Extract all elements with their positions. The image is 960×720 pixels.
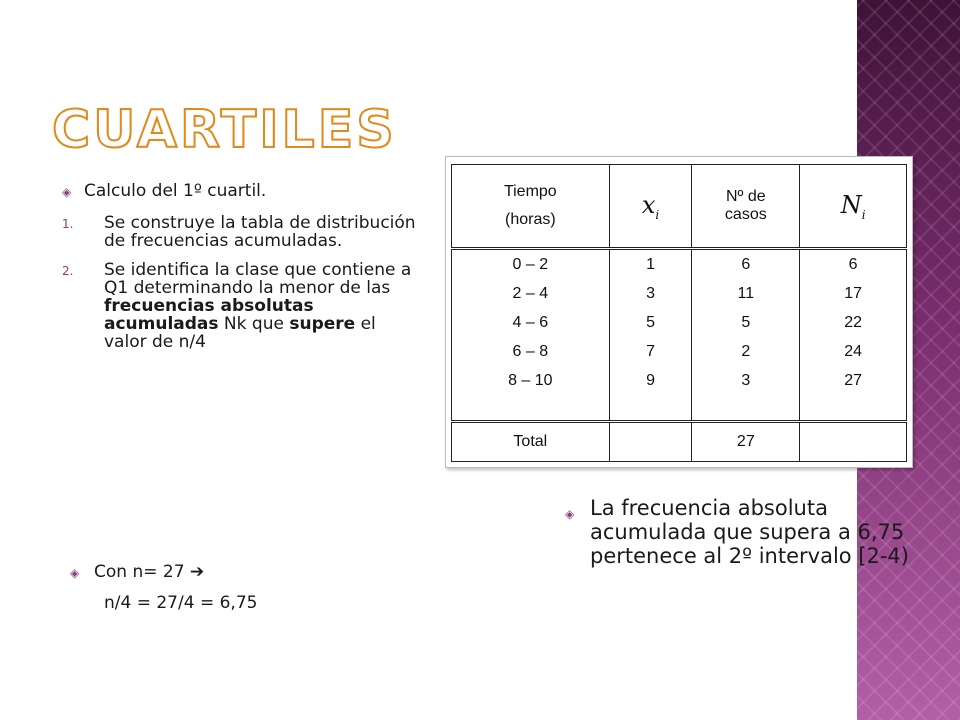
header-cases-line2: casos xyxy=(724,206,767,223)
step-item xyxy=(62,261,422,351)
table-cell: 6 xyxy=(848,256,858,273)
frequency-table xyxy=(451,164,907,462)
table-cell: 8 – 10 xyxy=(508,372,553,389)
header-Ni-symbol: N xyxy=(840,190,862,219)
table-total-row xyxy=(452,422,907,462)
Ni-column xyxy=(800,249,907,422)
step-item xyxy=(62,214,422,250)
calc-line1: Con n= 27 ➔ xyxy=(94,562,205,582)
table-header-row xyxy=(452,165,907,249)
header-time-line1: Tiempo xyxy=(503,183,557,200)
table-cell: 27 xyxy=(844,372,862,389)
table-cell: 22 xyxy=(844,314,862,331)
table-cell: 0 – 2 xyxy=(512,256,549,273)
header-time xyxy=(452,165,610,249)
table-cell: 6 xyxy=(741,256,751,273)
header-cases-line1: Nº de xyxy=(726,188,766,205)
total-xi-empty xyxy=(609,422,692,462)
table-body-row xyxy=(452,249,907,422)
step-text: Se construye la tabla de distribución de frecuencias acumuladas. xyxy=(104,213,416,251)
table-cell: 24 xyxy=(844,343,862,360)
step-text-part: Nk que xyxy=(218,314,290,334)
step-text-part: Se identifica la clase que contiene a Q1 determinando la menor de las xyxy=(104,260,412,298)
conclusion-bullet xyxy=(565,496,935,568)
xi-column xyxy=(609,249,692,422)
table-cell: 6 – 8 xyxy=(512,343,549,360)
slide-title: CUARTILES xyxy=(52,100,397,160)
table-cell: 17 xyxy=(844,285,862,302)
total-Ni-empty xyxy=(800,422,907,462)
cases-column xyxy=(692,249,800,422)
table-cell: 3 xyxy=(646,285,655,302)
table-cell: 1 xyxy=(646,256,655,273)
intro-bullet-text: Calculo del 1º cuartil. xyxy=(84,181,267,201)
table-cell: 3 xyxy=(741,372,751,389)
calc-line2: n/4 = 27/4 = 6,75 xyxy=(104,593,258,613)
table-cell: 2 xyxy=(741,343,751,360)
header-Ni-sub: i xyxy=(861,207,866,222)
header-cases xyxy=(692,165,800,249)
table-cell: 5 xyxy=(741,314,751,331)
header-Ni xyxy=(800,165,907,249)
intervals-column xyxy=(452,249,610,422)
table-cell: 5 xyxy=(646,314,655,331)
table-cell: 9 xyxy=(646,372,655,389)
header-xi xyxy=(609,165,692,249)
header-xi-symbol: x xyxy=(641,190,656,219)
steps-list xyxy=(62,214,422,362)
diamond-bullet-icon: ◈ xyxy=(62,185,72,199)
header-time-line2: (horas) xyxy=(504,211,556,228)
step-text-bold: supere xyxy=(289,314,356,334)
intro-bullet xyxy=(62,181,422,202)
table-cell: 11 xyxy=(737,285,755,302)
table-cell: 4 – 6 xyxy=(512,314,549,331)
calc-bullet xyxy=(70,562,370,613)
step-text-part: el valor de n/4 xyxy=(104,314,376,352)
step-number: 1. xyxy=(62,217,74,231)
diamond-bullet-icon: ◈ xyxy=(565,507,575,521)
header-xi-sub: i xyxy=(655,207,660,222)
table-cell: 2 – 4 xyxy=(512,285,549,302)
table-cell: 7 xyxy=(646,343,655,360)
diamond-bullet-icon: ◈ xyxy=(70,566,80,580)
step-number: 2. xyxy=(62,264,74,278)
total-label: Total xyxy=(452,422,610,462)
total-cases: 27 xyxy=(692,422,800,462)
conclusion-text: La frecuencia absoluta acumulada que supera a 6,75 pertenece al 2º intervalo [2-4) xyxy=(590,496,909,568)
step-text-bold: frecuencias absolutas acumuladas xyxy=(104,296,314,334)
frequency-table-image xyxy=(445,156,913,468)
